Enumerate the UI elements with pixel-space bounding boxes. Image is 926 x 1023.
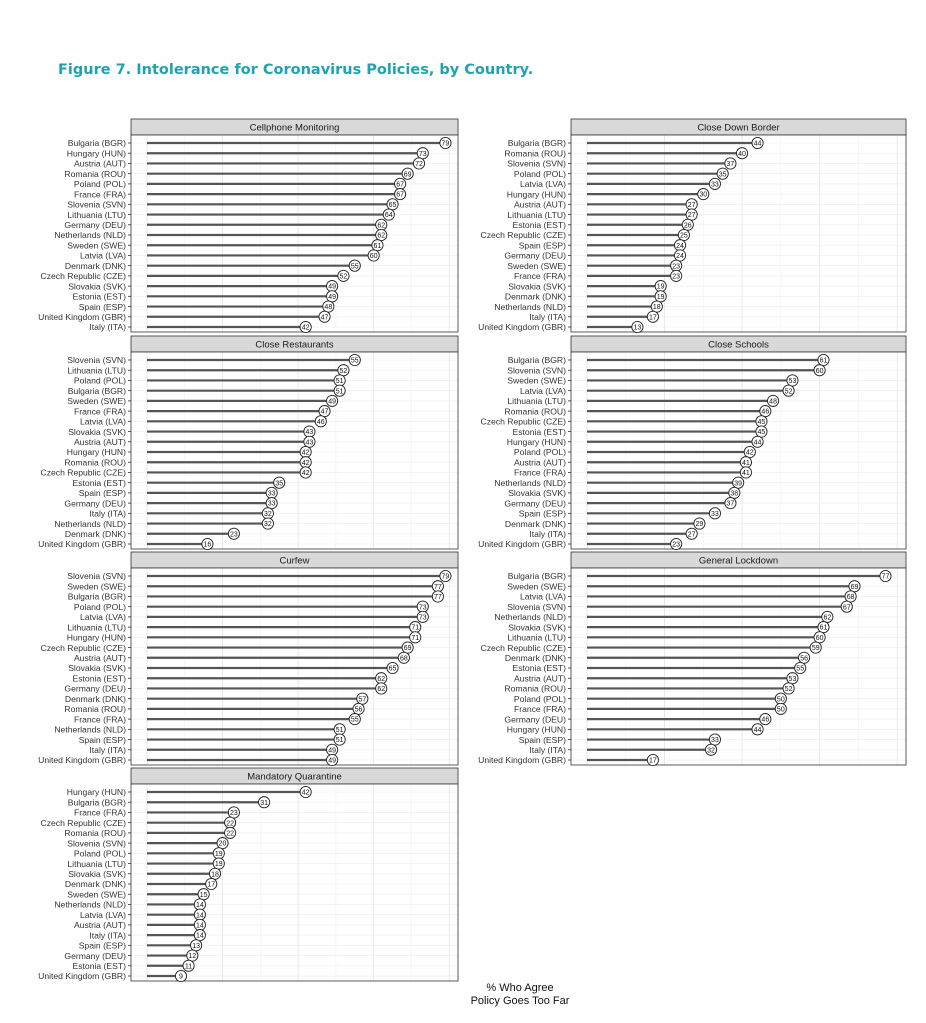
data-label: 49 (328, 398, 337, 406)
data-label: 33 (267, 490, 276, 498)
y-tick-label: Lithuania (LTU) (67, 365, 126, 376)
data-label: 56 (800, 655, 808, 663)
y-tick-label: Netherlands (NLD) (494, 477, 566, 488)
data-label: 11 (184, 963, 193, 971)
data-label: 71 (411, 624, 420, 632)
y-tick-label: Bulgaria (BGR) (507, 571, 566, 582)
data-label: 60 (815, 367, 824, 375)
data-label: 35 (275, 480, 284, 488)
y-tick-label: Poland (POL) (513, 693, 566, 704)
y-tick-label: Austria (AUT) (513, 457, 566, 468)
facet-title: Curfew (279, 555, 310, 567)
data-label: 55 (796, 665, 805, 673)
y-tick-label: Netherlands (NLD) (54, 899, 126, 910)
y-tick-label: Italy (ITA) (529, 528, 566, 539)
data-label: 24 (676, 242, 684, 250)
y-tick-label: Latvia (LVA) (79, 909, 126, 920)
y-tick-label: Slovenia (SVN) (67, 199, 126, 210)
y-tick-label: Poland (POL) (73, 375, 126, 386)
facet-title: Cellphone Monitoring (249, 122, 340, 134)
y-tick-label: Austria (AUT) (73, 436, 126, 447)
plot-area (131, 568, 458, 765)
data-label: 23 (229, 531, 238, 539)
x-axis-label-line1: % Who Agree (486, 982, 554, 994)
y-tick-label: Poland (POL) (73, 179, 126, 190)
data-label: 22 (226, 830, 235, 838)
y-tick-label: Slovenia (SVN) (507, 158, 566, 169)
y-tick-label: United Kingdom (GBR) (38, 755, 126, 766)
y-tick-label: Slovenia (SVN) (67, 838, 126, 849)
y-tick-label: Germany (DEU) (64, 950, 126, 961)
data-label: 29 (695, 521, 704, 529)
data-label: 51 (335, 726, 344, 734)
data-label: 52 (784, 388, 793, 396)
data-label: 44 (753, 140, 762, 148)
y-tick-label: United Kingdom (GBR) (38, 539, 126, 550)
facet-panel (478, 552, 906, 766)
data-label: 73 (418, 150, 427, 158)
y-tick-label: Denmark (DNK) (504, 518, 566, 529)
y-tick-label: Hungary (HUN) (66, 148, 126, 159)
y-tick-label: Hungary (HUN) (66, 632, 126, 643)
data-label: 52 (339, 367, 348, 375)
y-tick-label: France (FRA) (73, 714, 126, 725)
y-tick-label: Slovenia (SVN) (507, 601, 566, 612)
y-tick-label: Slovenia (SVN) (67, 355, 126, 366)
y-tick-label: Romania (ROU) (504, 406, 566, 417)
y-tick-label: Sweden (SWE) (507, 260, 566, 271)
data-label: 23 (229, 810, 238, 818)
y-tick-label: Italy (ITA) (89, 322, 126, 333)
y-tick-label: United Kingdom (GBR) (38, 971, 126, 982)
y-tick-label: Denmark (DNK) (64, 879, 126, 890)
facet-panel (38, 119, 458, 333)
y-tick-label: Estonia (EST) (512, 426, 566, 437)
data-label: 16 (203, 541, 212, 549)
data-label: 35 (718, 171, 727, 179)
data-label: 17 (207, 881, 216, 889)
y-tick-label: Latvia (LVA) (79, 250, 126, 261)
y-tick-label: United Kingdom (GBR) (478, 755, 566, 766)
y-tick-label: Netherlands (NLD) (54, 518, 126, 529)
facet-panel (38, 336, 458, 550)
y-tick-label: Slovakia (SVK) (68, 868, 126, 879)
y-tick-label: Austria (AUT) (73, 920, 126, 931)
y-tick-label: Austria (AUT) (513, 199, 566, 210)
data-label: 49 (328, 747, 337, 755)
data-label: 52 (339, 273, 348, 281)
y-tick-label: Sweden (SWE) (67, 581, 126, 592)
y-tick-label: Lithuania (LTU) (507, 209, 566, 220)
y-tick-label: Bulgaria (BGR) (67, 138, 126, 149)
y-tick-label: Estonia (EST) (512, 663, 566, 674)
y-tick-label: Denmark (DNK) (64, 528, 126, 539)
y-tick-label: Slovakia (SVK) (508, 488, 566, 499)
y-tick-label: Latvia (LVA) (519, 179, 566, 190)
y-tick-label: France (FRA) (73, 189, 126, 200)
plot-area (571, 352, 906, 549)
data-label: 57 (358, 696, 367, 704)
data-label: 19 (656, 283, 665, 291)
data-label: 62 (377, 686, 386, 694)
y-tick-label: Estonia (EST) (72, 960, 126, 971)
data-label: 53 (788, 675, 797, 683)
y-tick-label: Latvia (LVA) (79, 416, 126, 427)
data-label: 42 (301, 449, 310, 457)
y-tick-label: Lithuania (LTU) (507, 396, 566, 407)
data-label: 45 (757, 418, 766, 426)
data-label: 41 (742, 470, 750, 478)
data-label: 49 (328, 283, 337, 291)
facet-panel (38, 552, 458, 766)
data-label: 39 (734, 480, 743, 488)
y-tick-label: Denmark (DNK) (64, 260, 126, 271)
data-label: 20 (218, 840, 227, 848)
y-tick-label: Estonia (EST) (72, 291, 126, 302)
data-label: 47 (320, 314, 329, 322)
y-tick-label: Romania (ROU) (504, 148, 566, 159)
data-label: 60 (815, 634, 824, 642)
y-tick-label: Czech Republic (CZE) (480, 416, 566, 427)
y-tick-label: Romania (ROU) (504, 683, 566, 694)
y-tick-label: Denmark (DNK) (64, 693, 126, 704)
data-label: 51 (335, 388, 344, 396)
data-label: 43 (305, 429, 314, 437)
data-label: 13 (192, 942, 201, 950)
x-axis-label (0, 982, 926, 1008)
y-tick-label: Hungary (HUN) (66, 447, 126, 458)
data-label: 13 (633, 324, 642, 332)
y-tick-label: Spain (ESP) (518, 734, 566, 745)
data-label: 67 (842, 604, 851, 612)
data-label: 42 (301, 470, 310, 478)
y-tick-label: Hungary (HUN) (66, 787, 126, 798)
y-tick-label: Poland (POL) (73, 848, 126, 859)
y-tick-label: Lithuania (LTU) (67, 209, 126, 220)
data-label: 26 (683, 222, 692, 230)
data-label: 18 (652, 304, 661, 312)
y-tick-label: Romania (ROU) (64, 457, 126, 468)
y-tick-label: Latvia (LVA) (519, 591, 566, 602)
data-label: 33 (711, 737, 719, 745)
y-tick-label: Slovakia (SVK) (68, 663, 126, 674)
data-label: 12 (188, 953, 197, 961)
data-label: 14 (195, 932, 204, 940)
facet-title: Close Down Border (697, 122, 780, 134)
data-label: 77 (433, 583, 442, 591)
data-label: 27 (687, 201, 696, 209)
data-label: 47 (320, 408, 329, 416)
data-label: 68 (399, 655, 408, 663)
y-tick-label: Romania (ROU) (64, 704, 126, 715)
y-tick-label: Italy (ITA) (89, 744, 126, 755)
y-tick-label: Austria (AUT) (73, 158, 126, 169)
data-label: 30 (699, 191, 708, 199)
data-label: 24 (676, 253, 684, 261)
y-tick-label: Bulgaria (BGR) (507, 355, 566, 366)
y-tick-label: Spain (ESP) (78, 940, 126, 951)
facet-panel (478, 119, 906, 333)
data-label: 73 (418, 604, 427, 612)
y-tick-label: Poland (POL) (73, 601, 126, 612)
data-label: 72 (415, 161, 423, 169)
data-label: 46 (761, 716, 770, 724)
data-label: 37 (726, 500, 735, 508)
data-label: 32 (707, 747, 715, 755)
data-label: 49 (328, 293, 337, 301)
data-label: 46 (761, 408, 770, 416)
y-tick-label: Germany (DEU) (504, 714, 566, 725)
y-tick-label: Spain (ESP) (518, 508, 566, 519)
data-label: 55 (350, 357, 359, 365)
y-tick-label: Czech Republic (CZE) (480, 230, 566, 241)
data-label: 43 (305, 439, 314, 447)
facet-title: Close Schools (708, 339, 769, 351)
y-tick-label: Italy (ITA) (89, 508, 126, 519)
data-label: 14 (195, 902, 204, 910)
y-tick-label: Netherlands (NLD) (494, 612, 566, 623)
data-label: 42 (301, 459, 310, 467)
data-label: 41 (742, 459, 750, 467)
y-tick-label: Lithuania (LTU) (67, 858, 126, 869)
data-label: 38 (730, 490, 739, 498)
data-label: 61 (819, 357, 828, 365)
facet-title: Mandatory Quarantine (247, 771, 342, 783)
data-label: 60 (369, 253, 378, 261)
y-tick-label: Slovakia (SVK) (68, 426, 126, 437)
data-label: 17 (649, 314, 657, 322)
data-label: 71 (411, 634, 420, 642)
data-label: 27 (687, 212, 696, 220)
data-label: 52 (784, 686, 793, 694)
data-label: 17 (649, 757, 657, 765)
data-label: 23 (672, 541, 681, 549)
y-tick-label: Estonia (EST) (512, 219, 566, 230)
y-tick-label: Sweden (SWE) (67, 240, 126, 251)
data-label: 77 (881, 573, 890, 581)
data-label: 31 (260, 799, 269, 807)
facet-title: General Lockdown (698, 555, 779, 567)
y-tick-label: United Kingdom (GBR) (478, 539, 566, 550)
y-tick-label: Denmark (DNK) (504, 291, 566, 302)
data-label: 42 (301, 324, 310, 332)
data-label: 61 (373, 242, 382, 250)
data-label: 32 (263, 521, 272, 529)
y-tick-label: France (FRA) (513, 467, 566, 478)
data-label: 33 (267, 500, 276, 508)
y-tick-label: Bulgaria (BGR) (67, 591, 126, 602)
data-label: 18 (211, 871, 219, 879)
y-tick-label: Slovakia (SVK) (508, 622, 566, 633)
y-tick-label: Lithuania (LTU) (507, 632, 566, 643)
y-tick-label: Slovakia (SVK) (508, 281, 566, 292)
y-tick-label: Slovakia (SVK) (68, 281, 126, 292)
figure-title: Figure 7. Intolerance for Coronavirus Policies, by Country. (58, 62, 534, 78)
data-label: 79 (441, 573, 450, 581)
data-label: 67 (396, 191, 405, 199)
data-label: 53 (788, 378, 797, 386)
y-tick-label: United Kingdom (GBR) (478, 322, 566, 333)
y-tick-label: Austria (AUT) (73, 652, 126, 663)
y-tick-label: Spain (ESP) (518, 240, 566, 251)
y-tick-label: Spain (ESP) (78, 734, 126, 745)
data-label: 62 (377, 232, 386, 240)
y-tick-label: Bulgaria (BGR) (67, 797, 126, 808)
data-label: 59 (811, 645, 820, 653)
facet-title: Close Restaurants (255, 339, 334, 351)
data-label: 67 (396, 181, 405, 189)
plot-area (131, 352, 458, 549)
data-label: 46 (316, 418, 325, 426)
y-tick-label: France (FRA) (73, 406, 126, 417)
data-label: 48 (769, 398, 777, 406)
data-label: 51 (335, 737, 344, 745)
y-tick-label: Czech Republic (CZE) (40, 642, 126, 653)
data-label: 23 (672, 273, 681, 281)
data-label: 55 (350, 716, 359, 724)
y-tick-label: Germany (DEU) (504, 250, 566, 261)
y-tick-label: Denmark (DNK) (504, 652, 566, 663)
data-label: 37 (726, 161, 735, 169)
data-label: 61 (819, 624, 828, 632)
y-tick-label: United Kingdom (GBR) (38, 311, 126, 322)
data-label: 68 (846, 594, 855, 602)
y-tick-label: Germany (DEU) (64, 683, 126, 694)
data-label: 27 (687, 531, 696, 539)
y-tick-label: Italy (ITA) (529, 744, 566, 755)
y-tick-label: Czech Republic (CZE) (40, 467, 126, 478)
data-label: 14 (195, 912, 204, 920)
data-label: 44 (753, 726, 762, 734)
x-axis-label-line2: Policy Goes Too Far (470, 995, 570, 1007)
data-label: 33 (711, 510, 719, 518)
y-tick-label: Estonia (EST) (72, 673, 126, 684)
data-label: 32 (263, 510, 272, 518)
plot-area (131, 784, 458, 981)
y-tick-label: Italy (ITA) (89, 930, 126, 941)
data-label: 77 (433, 594, 442, 602)
y-tick-label: Latvia (LVA) (79, 612, 126, 623)
y-tick-label: Hungary (HUN) (506, 436, 566, 447)
y-tick-label: Spain (ESP) (78, 488, 126, 499)
data-label: 33 (711, 181, 719, 189)
facet-panel (38, 768, 458, 982)
y-tick-label: Spain (ESP) (78, 301, 126, 312)
data-label: 62 (377, 222, 386, 230)
plot-area (571, 135, 906, 332)
y-tick-label: Slovenia (SVN) (67, 571, 126, 582)
y-tick-label: Bulgaria (BGR) (507, 138, 566, 149)
y-tick-label: Czech Republic (CZE) (480, 642, 566, 653)
y-tick-label: Sweden (SWE) (67, 396, 126, 407)
y-tick-label: Czech Republic (CZE) (40, 271, 126, 282)
data-label: 19 (214, 850, 223, 858)
y-tick-label: Italy (ITA) (529, 311, 566, 322)
y-tick-label: Poland (POL) (513, 447, 566, 458)
y-tick-label: Hungary (HUN) (506, 724, 566, 735)
y-tick-label: Romania (ROU) (64, 168, 126, 179)
y-tick-label: Poland (POL) (513, 168, 566, 179)
y-tick-label: Estonia (EST) (72, 477, 126, 488)
y-tick-label: Sweden (SWE) (507, 581, 566, 592)
data-label: 62 (377, 675, 386, 683)
y-tick-label: Germany (DEU) (504, 498, 566, 509)
y-tick-label: Sweden (SWE) (67, 889, 126, 900)
y-tick-label: France (FRA) (73, 807, 126, 818)
data-label: 19 (214, 861, 223, 869)
data-label: 14 (195, 922, 204, 930)
data-label: 48 (324, 304, 333, 312)
data-label: 55 (350, 263, 359, 271)
data-label: 50 (776, 696, 785, 704)
data-label: 65 (388, 201, 397, 209)
data-label: 69 (403, 171, 412, 179)
data-label: 19 (656, 293, 665, 301)
data-label: 40 (738, 150, 746, 158)
y-tick-label: Romania (ROU) (64, 828, 126, 839)
y-tick-label: Hungary (HUN) (506, 189, 566, 200)
data-label: 42 (301, 789, 310, 797)
data-label: 25 (680, 232, 688, 240)
data-label: 69 (850, 583, 859, 591)
data-label: 42 (745, 449, 754, 457)
data-label: 73 (418, 614, 427, 622)
data-label: 49 (328, 757, 337, 765)
data-label: 45 (757, 429, 766, 437)
y-tick-label: Lithuania (LTU) (67, 622, 126, 633)
y-tick-label: Germany (DEU) (64, 219, 126, 230)
y-tick-label: Netherlands (NLD) (54, 724, 126, 735)
data-label: 69 (403, 645, 412, 653)
data-label: 50 (776, 706, 785, 714)
data-label: 23 (672, 263, 681, 271)
y-tick-label: France (FRA) (513, 704, 566, 715)
facet-panel (478, 336, 906, 550)
y-tick-label: Germany (DEU) (64, 498, 126, 509)
data-label: 65 (388, 665, 397, 673)
y-tick-label: Sweden (SWE) (507, 375, 566, 386)
data-label: 15 (199, 891, 208, 899)
data-label: 56 (354, 706, 363, 714)
y-tick-label: Netherlands (NLD) (54, 230, 126, 241)
data-label: 22 (226, 820, 235, 828)
y-tick-label: Latvia (LVA) (519, 385, 566, 396)
data-label: 79 (441, 140, 450, 148)
y-tick-label: Czech Republic (CZE) (40, 817, 126, 828)
data-label: 9 (179, 973, 183, 981)
data-label: 44 (753, 439, 762, 447)
y-tick-label: France (FRA) (513, 271, 566, 282)
data-label: 62 (823, 614, 832, 622)
y-tick-label: Bulgaria (BGR) (67, 385, 126, 396)
data-label: 51 (335, 378, 344, 386)
plot-area (131, 135, 458, 332)
y-tick-label: Slovenia (SVN) (507, 365, 566, 376)
data-label: 64 (384, 212, 393, 220)
y-tick-label: Netherlands (NLD) (494, 301, 566, 312)
y-tick-label: Austria (AUT) (513, 673, 566, 684)
